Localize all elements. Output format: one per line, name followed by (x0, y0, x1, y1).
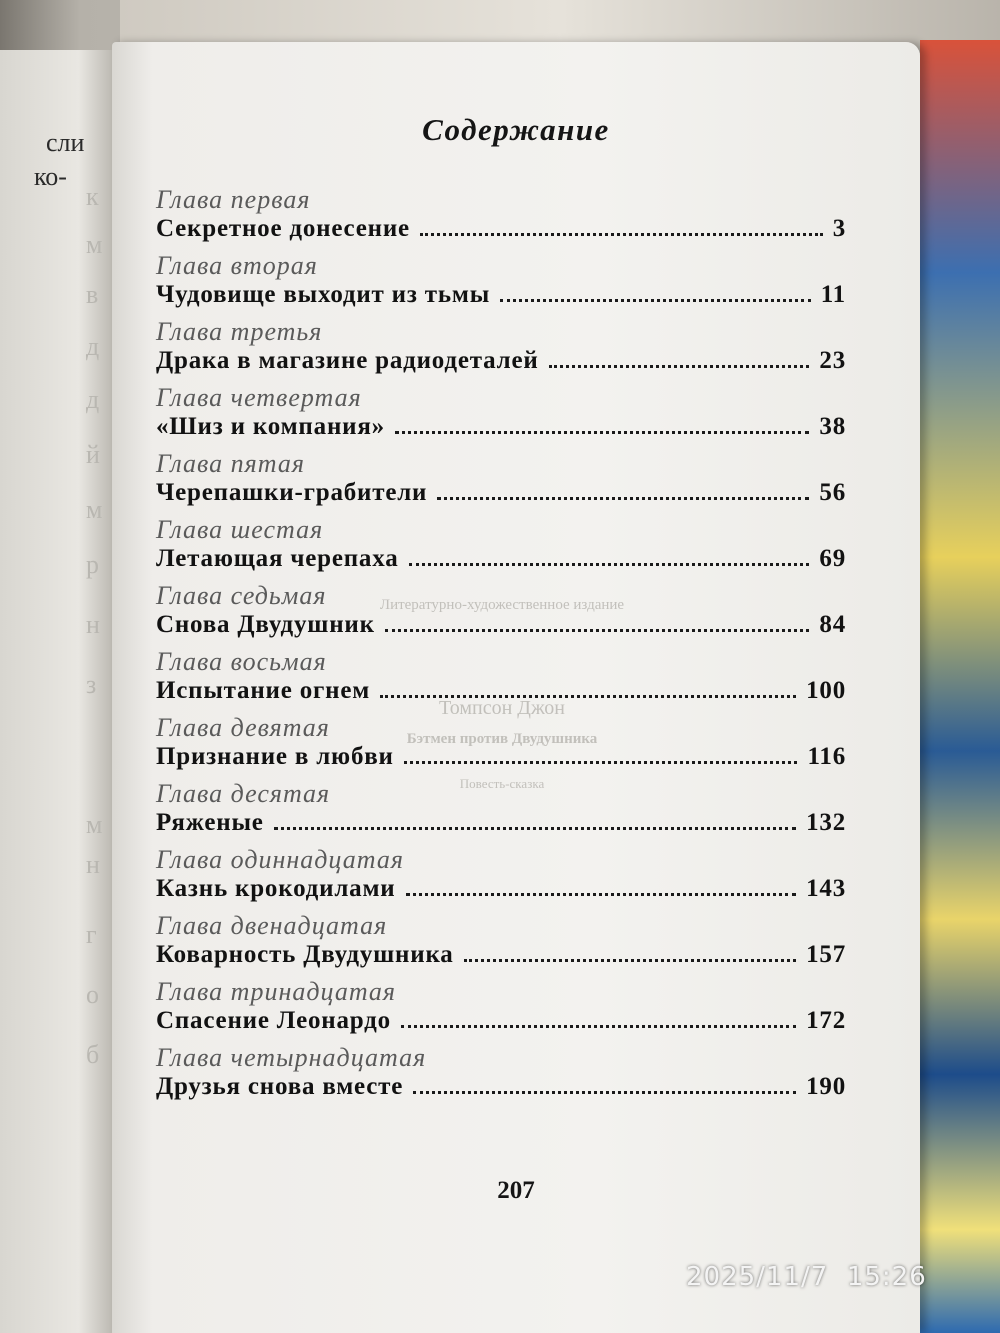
chapter-title-line (156, 940, 846, 970)
chapter-page-number: 69 (819, 545, 846, 572)
chapter-title: Коварность Двудушника (156, 941, 454, 968)
ghost-letter: м (86, 810, 103, 839)
ghost-letter: о (86, 980, 99, 1009)
table-of-contents (156, 187, 846, 1111)
chapter-title-line (156, 676, 846, 706)
chapter-title-line (156, 742, 846, 772)
dot-leader (437, 497, 809, 500)
toc-entry (156, 1045, 846, 1111)
toc-entry (156, 517, 846, 583)
dot-leader (420, 233, 823, 236)
chapter-title-line (156, 346, 846, 376)
dot-leader (395, 431, 809, 434)
chapter-title-line (156, 1006, 846, 1036)
show-through-text: Томпсон Джон (439, 697, 565, 719)
ghost-letter: в (86, 280, 99, 309)
chapter-label: Глава одиннадцатая (156, 845, 404, 874)
chapter-label: Глава третья (156, 317, 323, 346)
chapter-title: «Шиз и компания» (156, 413, 385, 440)
chapter-page-number: 56 (819, 479, 846, 506)
chapter-page-number: 3 (832, 215, 846, 242)
chapter-title: Друзья снова вместе (156, 1073, 404, 1100)
chapter-title-line (156, 874, 846, 904)
dot-leader (464, 959, 797, 962)
chapter-page-number: 143 (806, 875, 846, 902)
chapter-label: Глава вторая (156, 251, 318, 280)
chapter-label: Глава двенадцатая (156, 911, 388, 940)
dot-leader (409, 563, 810, 566)
chapter-label: Глава девятая (156, 713, 330, 742)
chapter-title: Драка в магазине радиодеталей (156, 347, 539, 374)
show-through-text: Литературно-художественное издание (379, 597, 625, 613)
dot-leader (500, 299, 811, 302)
chapter-label: Глава восьмая (156, 647, 327, 676)
toc-entry (156, 715, 846, 781)
left-page-word: ко- (34, 162, 67, 191)
chapter-title-line (156, 610, 846, 640)
chapter-title: Признание в любви (156, 743, 394, 770)
chapter-label: Глава четвертая (156, 383, 362, 412)
toc-entry (156, 583, 846, 649)
chapter-page-number: 116 (807, 743, 846, 770)
chapter-title: Испытание огнем (156, 677, 371, 704)
left-page-word: сли (46, 128, 85, 157)
dot-leader (404, 761, 798, 764)
toc-entry (156, 319, 846, 385)
chapter-page-number: 11 (820, 281, 846, 308)
show-through-text: Повесть-сказка (459, 776, 545, 791)
chapter-title-line (156, 808, 846, 838)
book-cover-edge (920, 40, 1000, 1333)
chapter-label: Глава четырнадцатая (156, 1043, 427, 1072)
toc-entry (156, 649, 846, 715)
chapter-label: Глава пятая (156, 449, 305, 478)
chapter-title: Снова Двудушник (156, 611, 375, 638)
chapter-title-line (156, 1072, 846, 1102)
chapter-page-number: 38 (819, 413, 846, 440)
chapter-title: Ряженые (156, 809, 264, 836)
ghost-letter: н (86, 850, 100, 879)
toc-entry (156, 781, 846, 847)
dot-leader (380, 695, 796, 698)
ghost-letter: г (86, 920, 97, 949)
chapter-page-number: 132 (806, 809, 846, 836)
toc-entry (156, 451, 846, 517)
chapter-title-line (156, 280, 846, 310)
toc-entry (156, 913, 846, 979)
chapter-title-line (156, 478, 846, 508)
toc-entry (156, 385, 846, 451)
chapter-label: Глава десятая (156, 779, 331, 808)
ghost-letter: м (86, 495, 103, 524)
chapter-title: Спасение Леонардо (156, 1007, 391, 1034)
chapter-page-number: 157 (806, 941, 846, 968)
dot-leader (406, 893, 797, 896)
contents-page (112, 42, 920, 1333)
ghost-letter: н (86, 610, 100, 639)
toc-entry (156, 253, 846, 319)
toc-entry (156, 847, 846, 913)
show-through-text: Бэтмен против Двудушника (406, 731, 598, 747)
chapter-title: Летающая черепаха (156, 545, 399, 572)
chapter-page-number: 100 (806, 677, 846, 704)
chapter-label: Глава первая (156, 185, 311, 214)
chapter-title-line (156, 412, 846, 442)
chapter-label: Глава шестая (156, 515, 324, 544)
ghost-letter: й (86, 440, 100, 469)
dot-leader (549, 365, 810, 368)
chapter-page-number: 84 (819, 611, 846, 638)
left-page (0, 50, 114, 1333)
dot-leader (413, 1091, 796, 1094)
ghost-letter: д (86, 332, 100, 361)
ghost-letter: д (86, 385, 100, 414)
chapter-title-line (156, 544, 846, 574)
ghost-letter: к (86, 182, 99, 211)
ghost-letter: м (86, 230, 103, 259)
chapter-title: Секретное донесение (156, 215, 410, 242)
chapter-title: Чудовище выходит из тьмы (156, 281, 491, 308)
dot-leader (401, 1025, 796, 1028)
chapter-title-line (156, 214, 846, 244)
chapter-label: Глава тринадцатая (156, 977, 396, 1006)
ghost-letter: р (86, 550, 99, 579)
page-title: Содержание (422, 112, 610, 147)
page-number: 207 (497, 1177, 535, 1204)
chapter-title: Казнь крокодилами (156, 875, 396, 902)
chapter-title: Черепашки-грабители (156, 479, 428, 506)
toc-entry (156, 187, 846, 253)
chapter-label: Глава седьмая (156, 581, 327, 610)
ghost-letter: б (86, 1040, 100, 1069)
chapter-page-number: 190 (806, 1073, 846, 1100)
dot-leader (274, 827, 796, 830)
chapter-page-number: 23 (819, 347, 846, 374)
toc-entry (156, 979, 846, 1045)
ghost-letter: з (86, 670, 97, 699)
dot-leader (385, 629, 810, 632)
photo-timestamp: 2025/11/7 15:26 (686, 1262, 927, 1292)
chapter-page-number: 172 (806, 1007, 846, 1034)
